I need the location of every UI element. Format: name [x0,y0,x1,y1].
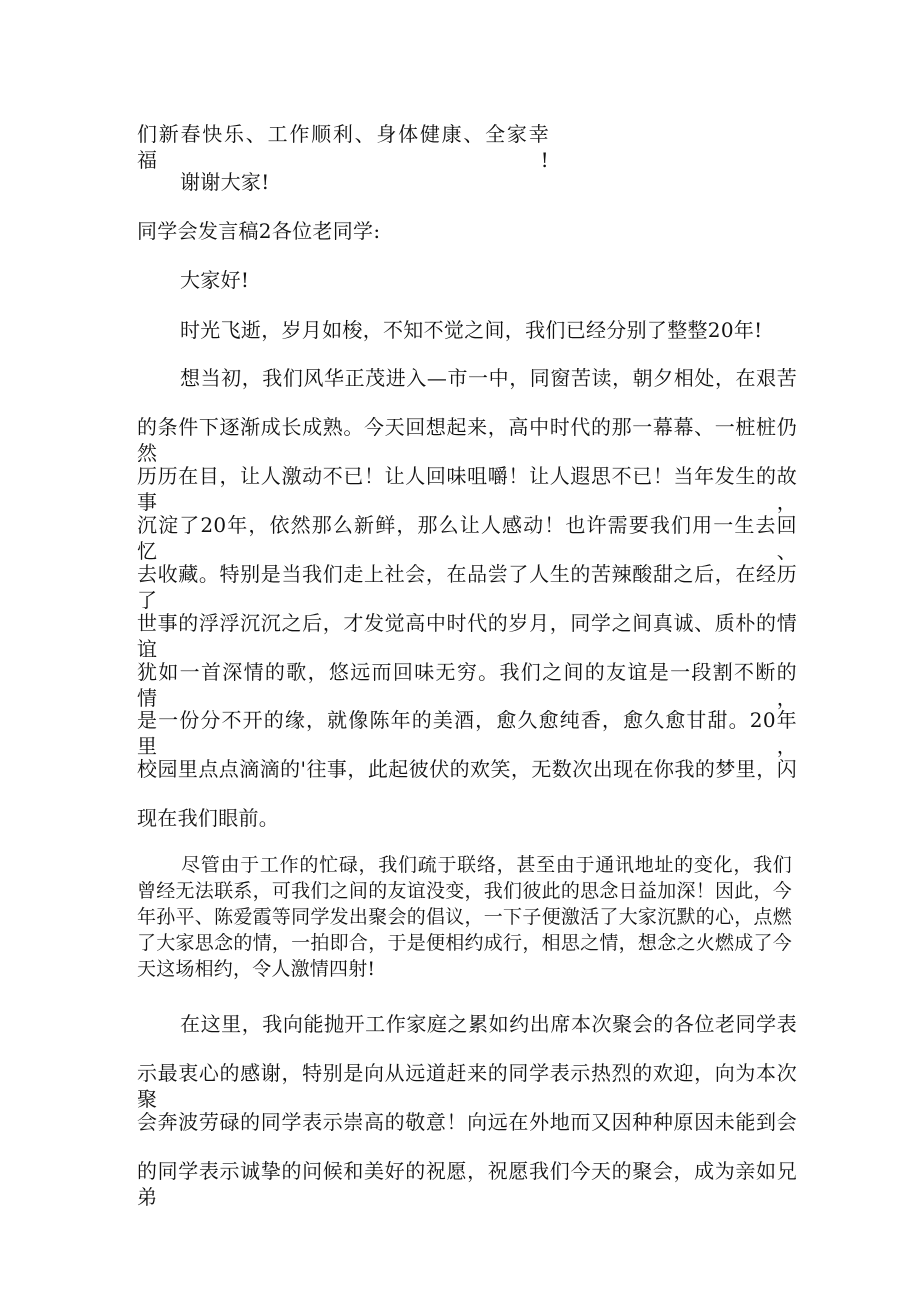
paragraph-line: 们新春快乐、工作顺利、身体健康、全家幸福! [137,122,549,172]
paragraph-line: 的同学表示诚挚的问候和美好的祝愿，祝愿我们今天的聚会，成为亲如兄弟 [137,1159,797,1209]
speech-heading: 同学会发言稿2各位老同学: [137,219,381,243]
paragraph-line: 示最衷心的感谢，特别是向从远道赶来的同学表示热烈的欢迎，向为本次聚 [137,1061,797,1111]
paragraph-line: 会奔波劳碌的同学表示崇高的敬意！向远在外地而又因种种原因未能到会 [137,1110,797,1134]
paragraph-line: 校园里点点滴滴的'往事，此起彼伏的欢笑，无数次出现在你我的梦里，闪 [137,757,797,781]
paragraph-line: 去收藏。特别是当我们走上社会，在品尝了人生的苦辣酸甜之后，在经历了 [137,562,797,612]
paragraph-line: 历历在目，让人激动不已！让人回味咀嚼！让人遐思不已！当年发生的故事， [137,464,797,514]
paragraph-line: 的条件下逐渐成长成熟。今天回想起来，高中时代的那一幕幕、一桩桩仍然 [137,415,797,465]
time-line: 时光飞逝，岁月如梭，不知不觉之间，我们已经分别了整整20年! [180,318,763,342]
paragraph-line: 想当初，我们风华正茂进入—市一中，同窗苦读，朝夕相处，在艰苦 [180,366,797,390]
paragraph-line: 世事的浮浮沉沉之后，才发觉高中时代的岁月，同学之间真诚、质朴的情谊 [137,611,797,661]
thanks-line: 谢谢大家! [180,170,270,194]
paragraph-line: 现在我们眼前。 [137,806,280,830]
paragraph-line: 犹如一首深情的歌，悠远而回味无穷。我们之间的友谊是一段割不断的情， [137,660,797,710]
paragraph-line: 沉淀了20年，依然那么新鲜，那么让人感动！也许需要我们用一生去回忆、 [137,513,797,563]
paragraph-line: 是一份分不开的缘，就像陈年的美酒，愈久愈纯香，愈久愈甘甜。20年里， [137,708,797,758]
greeting-line: 大家好! [180,268,250,292]
paragraph-line: 在这里，我向能抛开工作家庭之累如约出席本次聚会的各位老同学表 [180,1012,797,1036]
contact-paragraph: 尽管由于工作的忙碌，我们疏于联络，甚至由于通讯地址的变化，我们曾经无法联系，可我们之间的友谊没变，我们彼此的思念日益加深！因此，今年孙平、陈爱霞等同学发出聚会的倡议，一下子便激活了大家沉默的心，点燃了大家思念的情，一拍即合，于是便相约成行，相思之情，想念之火燃成了今天这场相约，令人激情四射! [137,854,792,980]
